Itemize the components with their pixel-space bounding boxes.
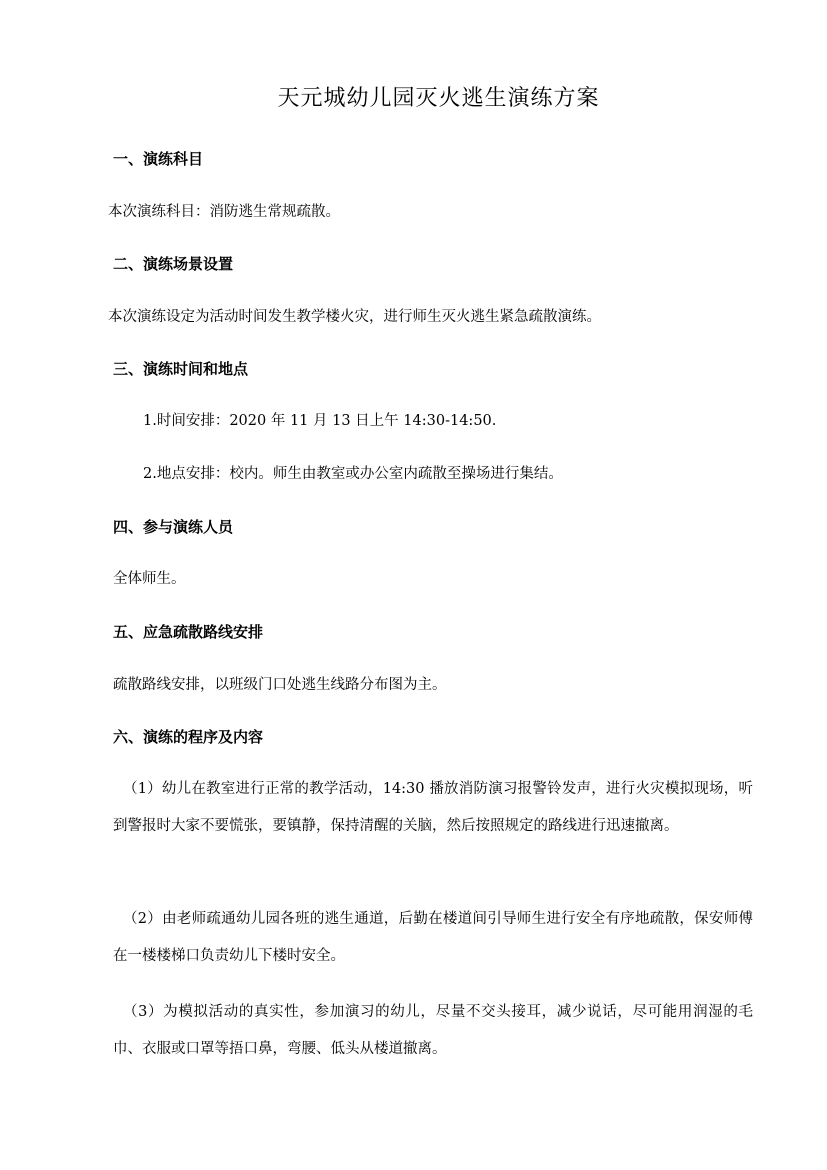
section-heading-subject: 一、演练科目 xyxy=(113,150,204,168)
section-body-scenario: 本次演练设定为活动时间发生教学楼火灾，进行师生灭火逃生紧急疏散演练。 xyxy=(108,309,601,325)
section-heading-participants: 四、参与演练人员 xyxy=(113,518,234,536)
list-item-time: 1.时间安排：2020 年 11 月 13 日上午 14:30-14:50. xyxy=(143,413,497,429)
section-body-subject: 本次演练科目：消防逃生常规疏散。 xyxy=(108,204,340,220)
procedure-paragraph-2 xyxy=(113,901,753,975)
section-heading-procedure: 六、演练的程序及内容 xyxy=(113,728,264,746)
section-body-route: 疏散路线安排，以班级门口处逃生线路分布图为主。 xyxy=(113,677,447,693)
procedure-paragraph-1-text: （1）幼儿在教室进行正常的教学活动，14:30 播放消防演习报警铃发声，进行火灾模拟现场，听到警报时大家不要慌张，要镇静，保持清醒的关脑，然后按照规定的路线进行迅速撤离。 xyxy=(113,781,753,834)
procedure-paragraph-3 xyxy=(113,994,753,1068)
list-item-place: 2.地点安排：校内。师生由教室或办公室内疏散至操场进行集结。 xyxy=(143,466,563,482)
section-heading-scenario: 二、演练场景设置 xyxy=(113,255,234,273)
procedure-paragraph-2-text: （2）由老师疏通幼儿园各班的逃生通道，后勤在楼道间引导师生进行安全有序地疏散，保安师傅在一楼楼梯口负责幼儿下楼时安全。 xyxy=(113,911,753,964)
procedure-paragraph-1 xyxy=(113,771,753,845)
section-body-participants: 全体师生。 xyxy=(113,571,186,587)
procedure-paragraph-3-text: （3）为模拟活动的真实性，参加演习的幼儿，尽量不交头接耳，减少说话，尽可能用润湿的毛巾、衣服或口罩等捂口鼻，弯腰、低头从楼道撤离。 xyxy=(113,1004,753,1057)
section-heading-route: 五、应急疏散路线安排 xyxy=(113,623,264,641)
document-title: 天元城幼儿园灭火逃生演练方案 xyxy=(277,86,600,111)
section-heading-time-place: 三、演练时间和地点 xyxy=(113,360,249,378)
